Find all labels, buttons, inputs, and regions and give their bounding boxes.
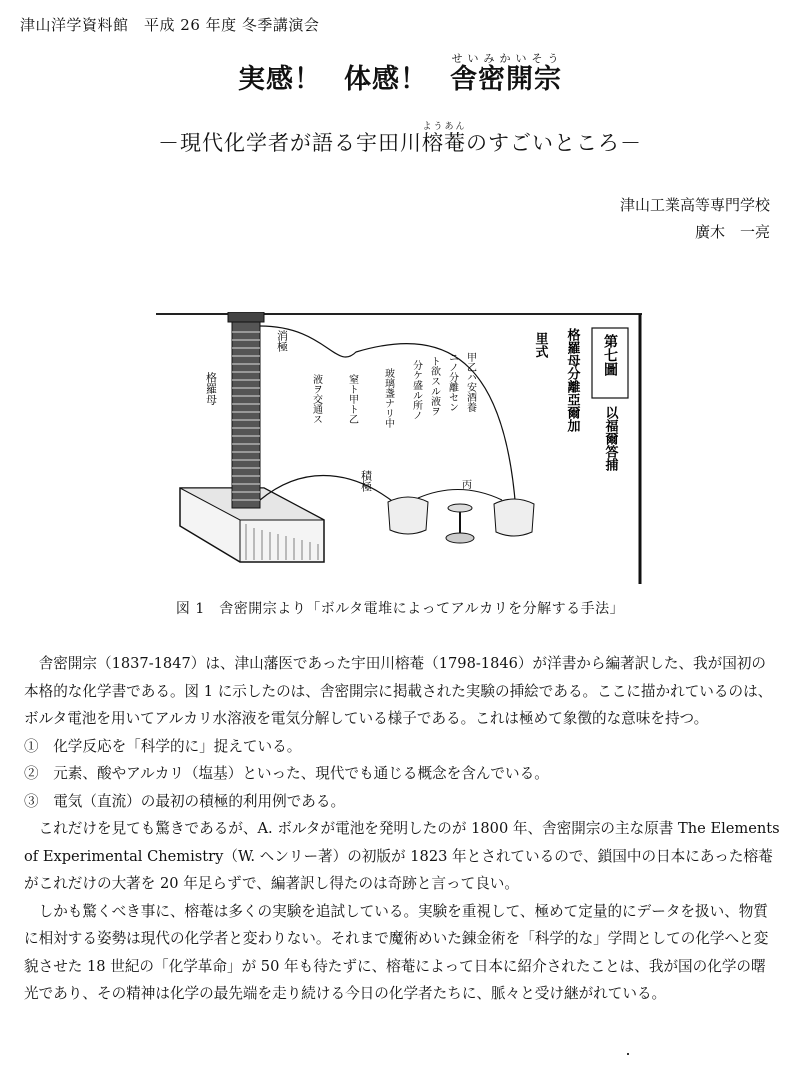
paragraph-3: しかも驚くべき事に、榕菴は多くの実験を追試している。実験を重視して、極めて定量的にデータを扱い、物質に相対する姿勢は現代の化学者と変わりない。それまで魔術めいた錬金術を「科学的な」学問としての化学へと変貌させた 18 世紀の「化学革命」が 50 年も待たずに、榕菴によって日本に紹介されたことは、我が国の化学の曙光であり、その精神は化学の最先端を走り続ける今日の化学者たちに、脈々と受け継がれている。 (24, 902, 769, 1002)
title-part1: 実感！ (238, 64, 322, 95)
page-mark (627, 1053, 629, 1055)
body-text (24, 650, 780, 1008)
note-col4: 分ケ盛ル所ノ (410, 360, 422, 420)
note-col1: 甲乙ハ安酒養 (464, 352, 476, 412)
list-item-2: ② 元素、酸やアルカリ（塩基）といった、現代でも通じる概念を含んでいる。 (24, 765, 549, 782)
subtitle-after: のすごいところ－ (466, 131, 642, 155)
title-part2: 体感！ (344, 64, 428, 95)
list-item-3: ③ 電気（直流）の最初の積極的利用例である。 (24, 792, 346, 810)
right-line3: 里式 (532, 332, 548, 358)
author-block (620, 192, 770, 246)
stand-base (446, 533, 474, 543)
pile-cap (228, 312, 264, 322)
cup-bridge (418, 489, 502, 500)
event-header: 津山洋学資料館 平成 26 年度 冬季講演会 (20, 16, 320, 34)
note-col7: 液ヲ交通ス (310, 374, 322, 424)
label-top-pole: 消極 (275, 330, 289, 352)
figure-right-title (533, 327, 620, 472)
label-cup-mark: 丙 (462, 480, 472, 491)
note-col3: ト欲スル液ヲ (428, 356, 440, 416)
right-title: 第七圖 (602, 334, 618, 376)
voltaic-pile-drawing (156, 312, 644, 584)
pile-column (232, 322, 260, 508)
page-title (238, 52, 562, 96)
paragraph-1: 舎密開宗（1837-1847）は、津山藩医であった宇田川榕菴（1798-1846）が洋書から編著訳した、我が国初の本格的な化学書である。図 1 に示したのは、舎密開宗に掲載された実験の挿絵である。ここに描かれているのは、ボルタ電池を用いてアルカリ水溶液を電気分解している様子である。これは極めて象徴的な意味を持つ。 (24, 655, 773, 727)
list-item-1: ① 化学反応を「科学的に」捉えている。 (24, 737, 302, 755)
subtitle-ruby: 榕菴ようあん (422, 122, 466, 155)
paragraph-2: これだけを見ても驚きであるが、A. ボルタが電池を発明したのが 1800 年、舎密開宗の主な原書 The Elements of Experimental Chemistry（W. ヘンリー著）の初版が 1823 年とされているので、鎖国中の日本にあった榕菴がこれだけの大著を 20 年足らずで、編著訳し得たのは奇跡と言って良い。 (24, 820, 780, 892)
label-bottom-pole: 積極 (359, 470, 373, 492)
figure-caption: 図 1 舎密開宗より「ボルタ電堆によってアルカリを分解する手法」 (175, 601, 625, 617)
subtitle-ruby-reading: ようあん (422, 122, 466, 132)
figure-note-columns (311, 352, 477, 429)
stand-top (448, 504, 472, 512)
note-col6: 窒ト甲ト乙 (346, 374, 358, 424)
right-line2: 格羅母分離亞爾加 (564, 328, 580, 432)
title-reading: せいみかいそう (450, 52, 562, 65)
title-main: 舎密開宗せいみかいそう (450, 52, 562, 95)
author-name: 廣木 一亮 (694, 223, 770, 241)
right-line1: 以福爾答捕 (602, 406, 618, 471)
label-pile: 格羅母 (204, 372, 218, 405)
note-col5: 玻璃盞ナリ中 (382, 368, 394, 428)
subtitle-before: －現代化学者が語る宇田川 (158, 131, 422, 155)
cup-left (388, 497, 428, 534)
author-school: 津山工業高等専門学校 (619, 196, 770, 214)
note-col2: ニノ分離セン (446, 352, 458, 412)
figure-illustration (156, 312, 644, 584)
title-block (0, 52, 800, 96)
subtitle (0, 122, 800, 157)
cup-right (494, 499, 534, 536)
